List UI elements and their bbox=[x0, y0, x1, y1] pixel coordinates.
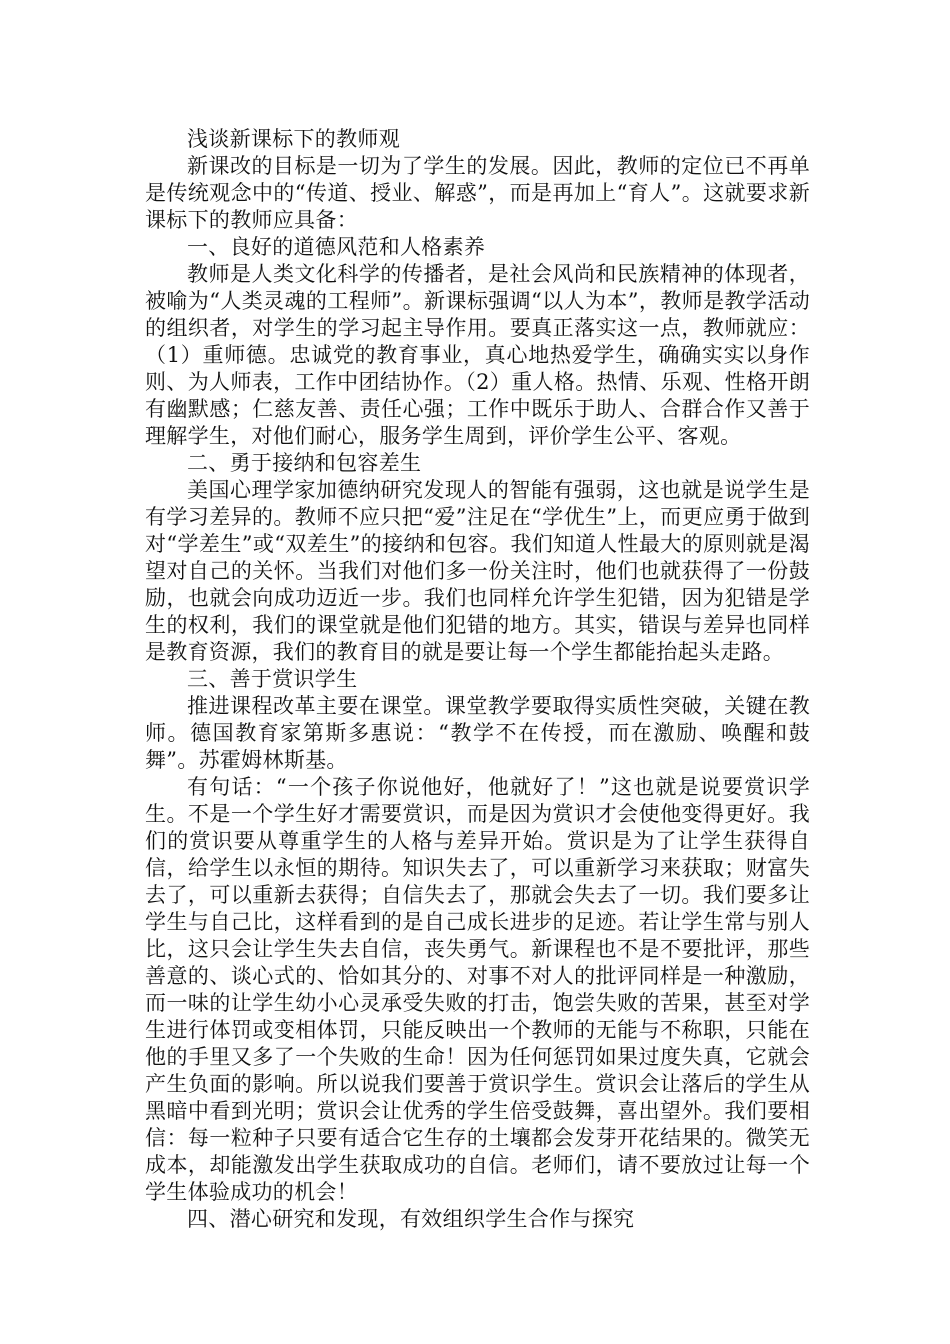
document-body bbox=[145, 126, 810, 1233]
section-2-paragraph: 美国心理学家加德纳研究发现人的智能有强弱，这也就是说学生是有学习差异的。教师不应只把“爱”注足在“学优生”上，而更应勇于做到对“学差生”或“双差生”的接纳和包容。我们知道人性最大的原则就是渴望对自己的关怀。当我们对他们多一份关注时，他们也就获得了一份鼓励，也就会向成功迈近一步。我们也同样允许学生犯错，因为犯错是学生的权利，我们的课堂就是他们犯错的地方。其实，错误与差异也同样是教育资源，我们的教育目的就是要让每一个学生都能抬起头走路。 bbox=[145, 478, 810, 664]
section-3-paragraph-1: 推进课程改革主要在课堂。课堂教学要取得实质性突破，关键在教师。德国教育家第斯多惠说：“教学不在传授，而在激励、唤醒和鼓舞”。苏霍姆林斯基。 bbox=[145, 694, 810, 772]
section-heading-1: 一、良好的道德风范和人格素养 bbox=[187, 235, 486, 259]
document-title: 浅谈新课标下的教师观 bbox=[187, 127, 400, 151]
intro-paragraph: 新课改的目标是一切为了学生的发展。因此，教师的定位已不再单是传统观念中的“传道、授业、解惑”，而是再加上“育人”。这就要求新课标下的教师应具备： bbox=[145, 154, 810, 232]
section-heading-2: 二、勇于接纳和包容差生 bbox=[187, 451, 422, 475]
section-1-paragraph: 教师是人类文化科学的传播者，是社会风尚和民族精神的体现者，被喻为“人类灵魂的工程师”。新课标强调“以人为本”，教师是教学活动的组织者，对学生的学习起主导作用。要真正落实这一点，教师就应：（1）重师德。忠诚党的教育事业，真心地热爱学生，确确实实以身作则、为人师表，工作中团结协作。（2）重人格。热情、乐观、性格开朗有幽默感；仁慈友善、责任心强；工作中既乐于助人、合群合作又善于理解学生，对他们耐心，服务学生周到，评价学生公平、客观。 bbox=[145, 262, 810, 448]
section-3-paragraph-2: 有句话：“一个孩子你说他好，他就好了！”这也就是说要赏识学生。不是一个学生好才需要赏识，而是因为赏识才会使他变得更好。我们的赏识要从尊重学生的人格与差异开始。赏识是为了让学生获得自信，给学生以永恒的期待。知识失去了，可以重新学习来获取；财富失去了，可以重新去获得；自信失去了，那就会失去了一切。我们要多让学生与自己比，这样看到的是自己成长进步的足迹。若让学生常与别人比，这只会让学生失去自信，丧失勇气。新课程也不是不要批评，那些善意的、谈心式的、恰如其分的、对事不对人的批评同样是一种激励，而一味的让学生幼小心灵承受失败的打击，饱尝失败的苦果，甚至对学生进行体罚或变相体罚，只能反映出一个教师的无能与不称职，只能在他的手里又多了一个失败的生命！因为任何惩罚如果过度失真，它就会产生负面的影响。所以说我们要善于赏识学生。赏识会让落后的学生从黑暗中看到光明；赏识会让优秀的学生倍受鼓舞，喜出望外。我们要相信：每一粒种子只要有适合它生存的土壤都会发芽开花结果的。微笑无成本，却能激发出学生获取成功的自信。老师们，请不要放过让每一个学生体验成功的机会！ bbox=[145, 775, 810, 1204]
section-heading-3: 三、善于赏识学生 bbox=[187, 667, 358, 691]
section-heading-4: 四、潜心研究和发现，有效组织学生合作与探究 bbox=[187, 1207, 635, 1231]
